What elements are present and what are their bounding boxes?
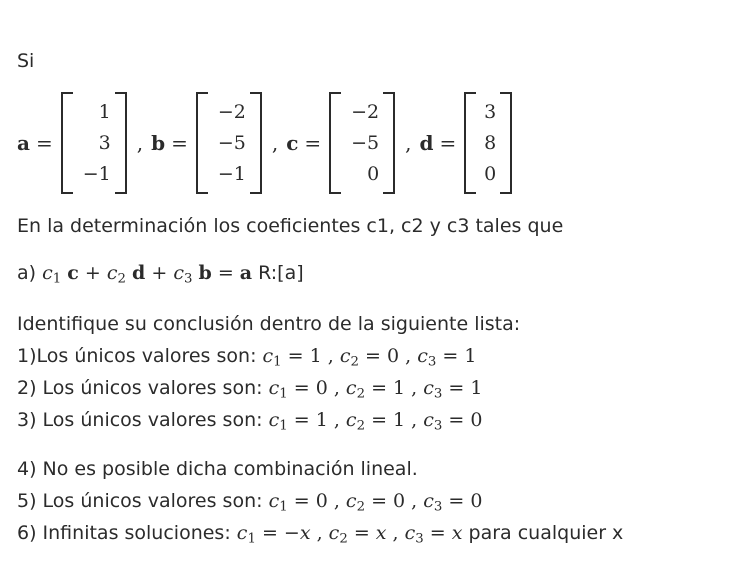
vector-b-matrix: [196, 92, 262, 194]
vector-a-entry: 3: [98, 131, 111, 154]
intro-text: Si: [17, 50, 35, 72]
vector-d-entry: 3: [484, 100, 497, 123]
option-text: 2) Los únicos valores son:: [17, 377, 263, 399]
option-tail: para cualquier x: [468, 522, 624, 544]
vector-b-label: b: [151, 131, 166, 155]
equals-sign: =: [439, 131, 457, 155]
equals-sign: =: [304, 131, 322, 155]
option-4: [17, 460, 418, 479]
vector-c-entry: −5: [351, 131, 380, 154]
part-a-equation: a) $c_1$ $c + c_2$ $d + c_3$ b = a R:[a]: [17, 262, 304, 287]
option-3: [17, 411, 482, 433]
vector-d-label: d: [419, 131, 434, 155]
option-values: $c_1 = 1$ , $c_2 = 1$ , $c_3 = 0$: [268, 409, 483, 434]
option-1: [17, 347, 476, 369]
option-6: [17, 524, 623, 546]
vector-a-entry: −1: [82, 163, 111, 186]
option-values: $c_1 = 0$ , $c_2 = 1$ , $c_3 = 1$: [268, 377, 483, 402]
option-values: $c_1 = 0$ , $c_2 = 0$ , $c_3 = 0$: [268, 490, 483, 515]
vector-a-matrix: [61, 92, 127, 194]
option-2: [17, 379, 482, 401]
option-text: 6) Infinitas soluciones:: [17, 522, 231, 544]
question-text: En la determinación los coeficientes c1, c2 y c3 tales que: [17, 215, 564, 237]
vector-b-entry: −1: [217, 163, 246, 186]
equals-sign: =: [35, 131, 53, 155]
vector-c-matrix: [329, 92, 395, 194]
vector-definitions: a = 1 3 −1 , b = −2 −5 −1 , c = −2 −5 0 , d = 3 8 0: [17, 92, 512, 194]
part-a-prefix: a): [17, 262, 37, 284]
vector-a-entry: 1: [98, 100, 111, 123]
option-text: 3) Los únicos valores son:: [17, 409, 263, 431]
vector-c-label: c: [286, 131, 299, 155]
part-a-answer-tag: R:[a]: [258, 262, 304, 284]
vector-b-entry: −2: [217, 100, 246, 123]
vector-d-matrix: [464, 92, 512, 194]
instruction-text: Identifique su conclusión dentro de la siguiente lista:: [17, 313, 521, 335]
option-values: $c_1 = 1$ , $c_2 = 0$ , $c_3 = 1$: [262, 345, 477, 370]
vector-b-entry: −5: [217, 131, 246, 154]
option-5: [17, 492, 482, 514]
option-text: 4) No es posible dicha combinación lineal.: [17, 458, 418, 480]
vector-c-entry: 0: [367, 163, 380, 186]
vector-d-entry: 0: [484, 163, 497, 186]
vector-c-entry: −2: [351, 100, 380, 123]
option-values: $c_1 = -x$ , $c_2 = x$ , $c_3 = x$: [236, 522, 463, 547]
option-text: 5) Los únicos valores son:: [17, 490, 263, 512]
equals-sign: =: [171, 131, 188, 155]
vector-a-label: a: [17, 131, 30, 155]
vector-d-entry: 8: [484, 131, 497, 154]
option-text: 1)Los únicos valores son:: [17, 345, 257, 367]
